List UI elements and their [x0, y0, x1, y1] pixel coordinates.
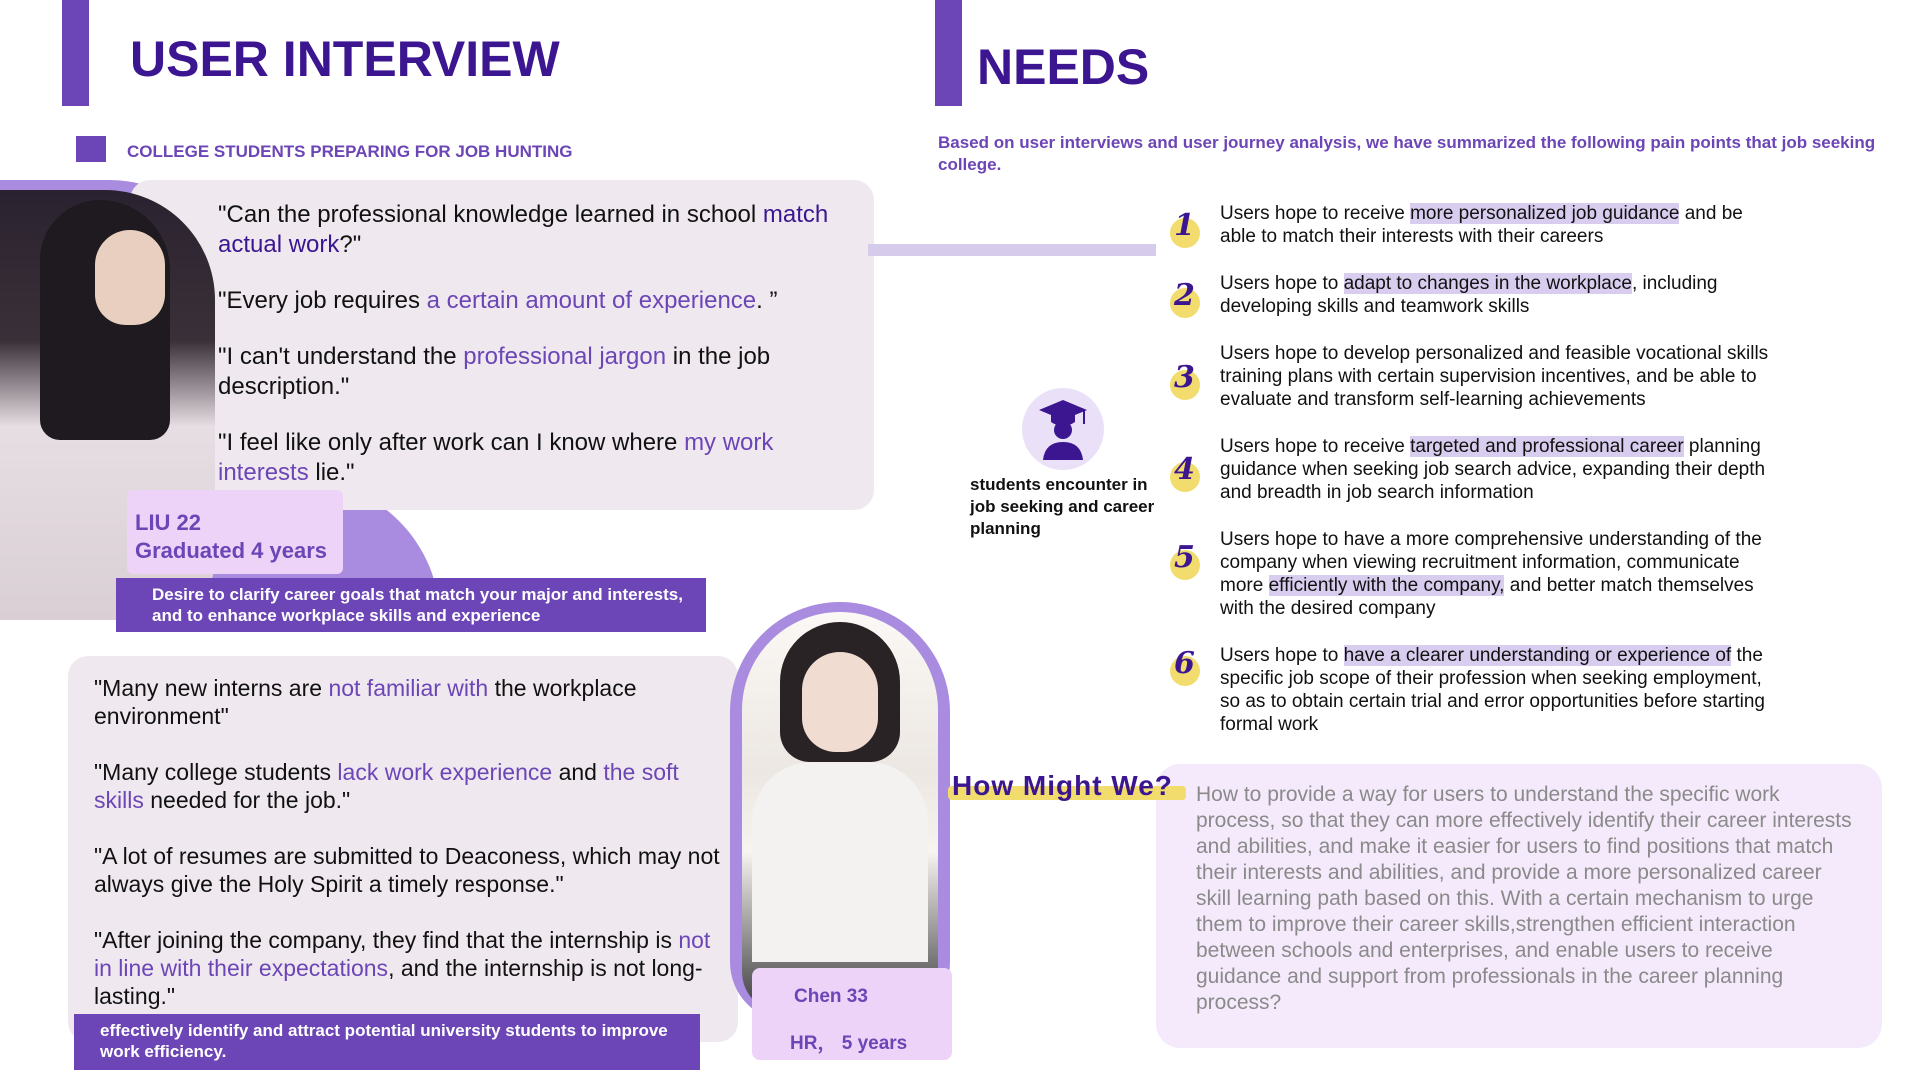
need-number-6: 6: [1170, 656, 1200, 686]
quote: "After joining the company, they find that the internship is not in line with their expectations, and the internship is not long-lasting.": [94, 927, 711, 1009]
need-number-2: 2: [1170, 288, 1200, 318]
persona-tag-liu: [127, 490, 343, 574]
quotes-liu: [218, 200, 858, 514]
persona-detail: Graduated 4 years: [135, 538, 327, 563]
user-interview-subtitle: COLLEGE STUDENTS PREPARING FOR JOB HUNTING: [127, 142, 573, 161]
quotes-chen: [94, 674, 724, 1038]
need-number-4: 4: [1170, 462, 1200, 492]
quote: "Many new interns are not familiar with the workplace environment": [94, 675, 637, 729]
graduation-cap-icon: [1037, 398, 1089, 460]
needs-title: NEEDS: [977, 39, 1150, 95]
persona-detail: HR， 5 years: [790, 1033, 908, 1054]
persona-summary-chen: effectively identify and attract potential university students to improve work efficiency.: [74, 1014, 700, 1070]
avatar-chen: [742, 612, 938, 1012]
quote: "Many college students lack work experience and the soft skills needed for the job.": [94, 759, 679, 813]
graduate-icon-circle: [1022, 388, 1104, 470]
need-item-5: Users hope to have a more comprehensive understanding of the company when viewing recruitment information, communicate more efficiently with the company, and better match themselves with the desired company: [1220, 529, 1762, 619]
hmw-title: How Might We?: [952, 770, 1173, 801]
quote: "Every job requires a certain amount of experience. ”: [218, 287, 778, 314]
subtitle-marker: [76, 136, 106, 162]
quote: "I feel like only after work can I know where my work interests lie.": [218, 429, 774, 486]
quote: "I can't understand the professional jargon in the job description.": [218, 343, 771, 400]
need-item-6: Users hope to have a clearer understanding or experience of the specific job scope of their profession when seeking employment, so as to obtain certain trial and error opportunities before starting formal work: [1220, 645, 1765, 735]
persona-summary-liu: Desire to clarify career goals that match your major and interests, and to enhance workplace skills and experience: [116, 578, 706, 632]
quote: "A lot of resumes are submitted to Deaconess, which may not always give the Holy Spirit a timely response.": [94, 843, 720, 897]
title-accent-bar-right: [935, 0, 962, 106]
need-number-1: 1: [1170, 218, 1200, 248]
need-number-3: 3: [1170, 370, 1200, 400]
hmw-text: How to provide a way for users to understand the specific work process, so that they can more effectively identify their career interests and abilities, and make it easier for users to find positions that match their interests and abilities, and provide a more personalized career skill learning path based on this. With a certain mechanism to urge them to improve their career skills,strengthen efficient interaction between schools and enterprises, and enable users to receive guidance and support from professionals in the career planning process?: [1196, 783, 1852, 1014]
need-item-1: Users hope to receive more personalized job guidance and be able to match their interests with their careers: [1220, 203, 1743, 247]
need-item-4: Users hope to receive targeted and professional career planning guidance when seeking job search advice, expanding their depth and breadth in job search information: [1220, 436, 1766, 503]
user-interview-title: USER INTERVIEW: [130, 31, 560, 87]
need-number-5: 5: [1170, 550, 1200, 580]
connector-line: [868, 244, 1156, 256]
need-item-3: Users hope to develop personalized and feasible vocational skills training plans with certain supervision incentives, and be able to evaluate and transform self-learning achievements: [1220, 343, 1769, 410]
persona-name: LIU 22: [135, 510, 202, 535]
persona-tag-chen: [752, 968, 952, 1060]
icon-caption: students encounter in job seeking and career planning: [970, 475, 1155, 538]
needs-intro: Based on user interviews and user journey analysis, we have summarized the following pain points that job seeking college.: [938, 133, 1876, 174]
need-item-2: Users hope to adapt to changes in the workplace, including developing skills and teamwork skills: [1220, 273, 1718, 317]
title-accent-bar-left: [62, 0, 89, 106]
persona-name: Chen 33: [794, 986, 868, 1007]
quote: "Can the professional knowledge learned in school match actual work?": [218, 201, 829, 258]
